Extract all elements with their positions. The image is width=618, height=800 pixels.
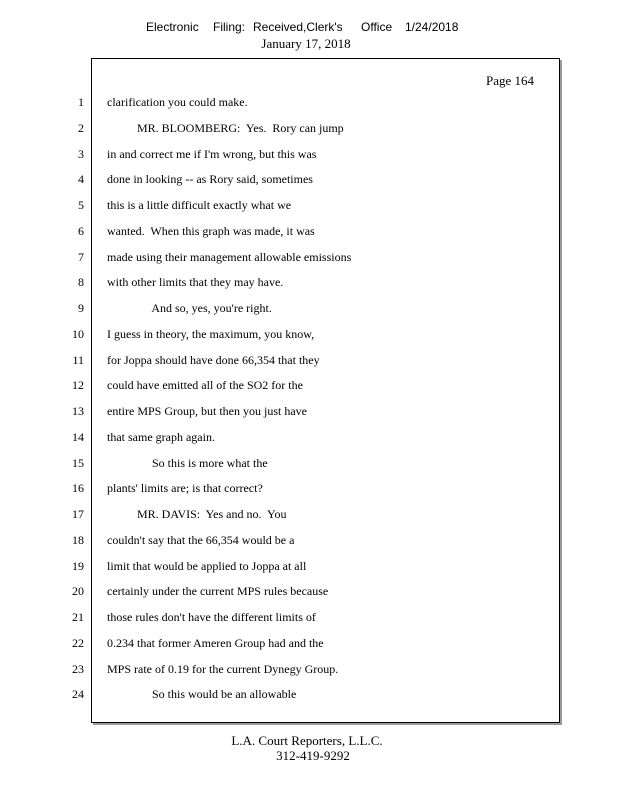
transcript-line: So this is more what the — [107, 455, 268, 470]
line-number-column — [60, 94, 84, 712]
transcript-line: MPS rate of 0.19 for the current Dynegy Group. — [107, 661, 339, 676]
transcript-line: And so, yes, you're right. — [107, 301, 272, 315]
line-number: 20 — [72, 584, 84, 599]
line-number: 6 — [78, 223, 84, 238]
line-number: 11 — [72, 352, 84, 367]
transcript-line: that same graph again. — [107, 429, 215, 444]
transcript-line: MR. DAVIS: Yes and no. You — [107, 507, 287, 521]
line-number: 10 — [72, 326, 84, 341]
line-number: 21 — [72, 610, 84, 624]
line-number: 16 — [72, 481, 84, 496]
footer — [0, 733, 618, 764]
filing-stamp — [0, 20, 618, 36]
transcript-line: couldn't say that the 66,354 would be a — [107, 532, 295, 547]
line-number: 13 — [72, 404, 84, 418]
transcript-line: made using their management allowable emissions — [107, 249, 352, 264]
reporter-company: L.A. Court Reporters, L.L.C. — [231, 733, 383, 748]
line-number: 14 — [72, 429, 84, 444]
transcript-date-text: January 17, 2018 — [261, 36, 351, 51]
transcript-line: 0.234 that former Ameren Group had and the — [107, 635, 324, 650]
transcript-line: for Joppa should have done 66,354 that they — [107, 352, 320, 367]
line-number: 12 — [72, 378, 84, 393]
transcript-line: done in looking -- as Rory said, sometimes — [107, 172, 313, 187]
line-number: 17 — [72, 507, 84, 521]
transcript-line: clarification you could make. — [107, 95, 248, 109]
filing-stamp-word: Filing: — [213, 20, 246, 34]
transcript-line: MR. BLOOMBERG: Yes. Rory can jump — [107, 120, 344, 135]
transcript-line: this is a little difficult exactly what we — [107, 198, 292, 212]
page-number: Page 164 — [485, 73, 534, 88]
transcript-date — [0, 36, 618, 52]
line-number: 22 — [72, 635, 84, 650]
filing-stamp-word: Electronic — [146, 20, 199, 34]
line-number: 2 — [78, 120, 84, 135]
transcript-text — [107, 94, 547, 712]
reporter-phone: 312-419-9292 — [276, 748, 350, 763]
transcript-line: So this would be an allowable — [107, 687, 297, 702]
transcript-line: certainly under the current MPS rules because — [107, 584, 329, 599]
line-number: 9 — [78, 301, 84, 315]
line-number: 19 — [72, 558, 84, 573]
transcript-line: plants' limits are; is that correct? — [107, 481, 263, 496]
line-number: 15 — [72, 455, 84, 470]
transcript-line: I guess in theory, the maximum, you know, — [107, 326, 315, 341]
transcript-line: wanted. When this graph was made, it was — [107, 223, 315, 238]
transcript-line: limit that would be applied to Joppa at all — [107, 558, 307, 573]
filing-stamp-word: Received,Clerk's — [253, 20, 343, 34]
line-number: 23 — [72, 661, 84, 676]
transcript-line: with other limits that they may have. — [107, 275, 284, 290]
line-number: 24 — [72, 687, 84, 702]
transcript-line: those rules don't have the different limits of — [107, 610, 316, 624]
line-number: 8 — [78, 275, 84, 290]
filing-stamp-word: Office — [361, 20, 393, 34]
line-number: 7 — [78, 249, 84, 264]
line-number: 18 — [72, 532, 84, 547]
transcript-line: could have emitted all of the SO2 for the — [107, 378, 303, 393]
line-number: 4 — [78, 172, 84, 187]
line-number: 5 — [78, 198, 84, 212]
line-number: 3 — [78, 146, 84, 161]
line-number: 1 — [78, 95, 84, 109]
transcript-line: in and correct me if I'm wrong, but this was — [107, 146, 317, 161]
filing-stamp-word: 1/24/2018 — [405, 20, 459, 34]
transcript-line: entire MPS Group, but then you just have — [107, 404, 307, 418]
